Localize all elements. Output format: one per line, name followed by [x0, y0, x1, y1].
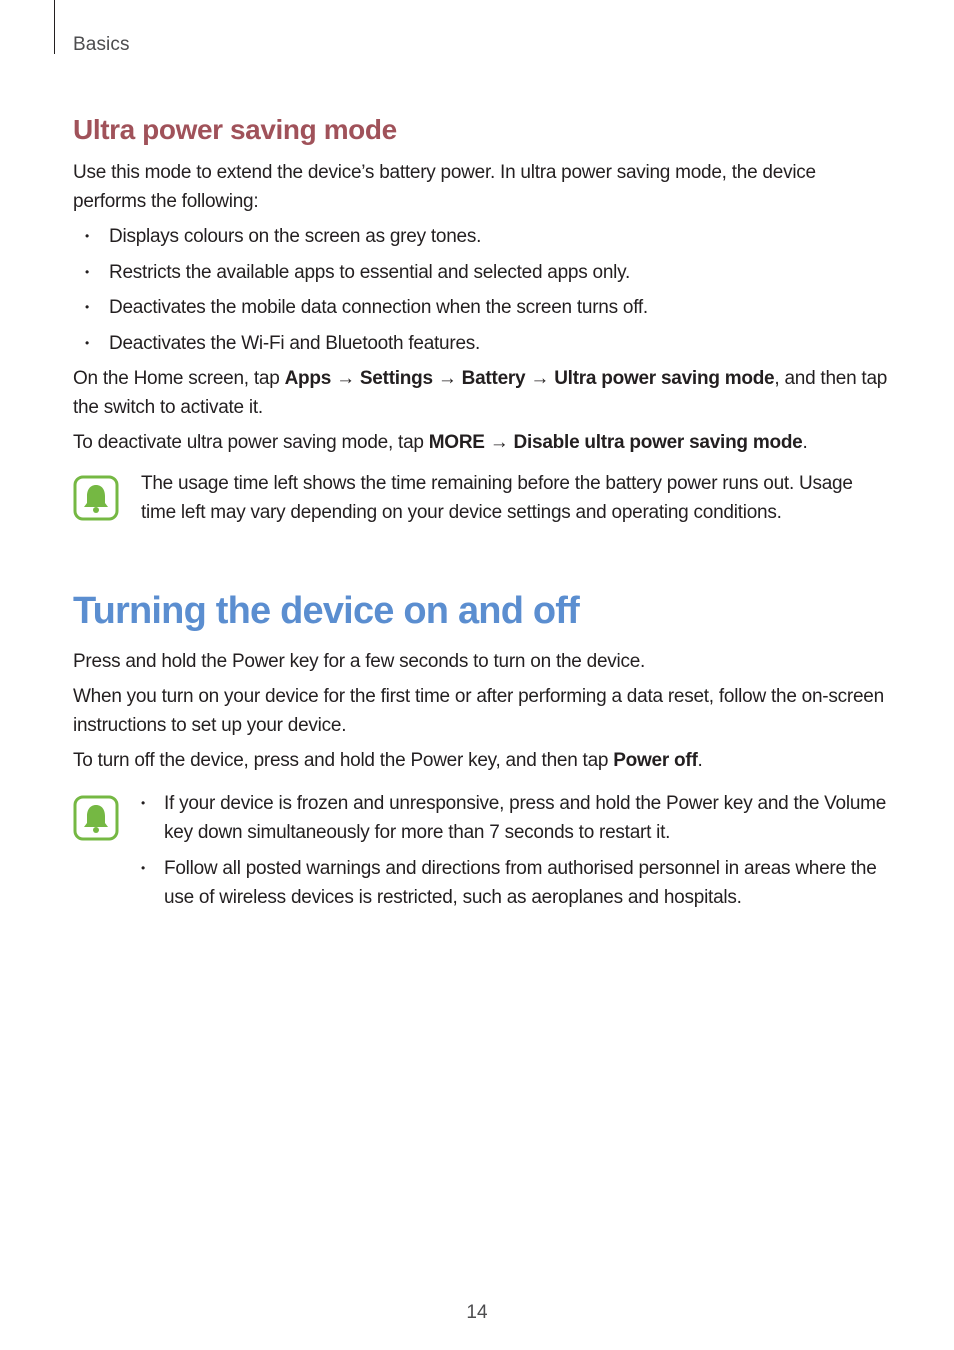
bullet-dot: •	[85, 264, 89, 279]
list-item-text: Deactivates the Wi-Fi and Bluetooth features.	[109, 332, 481, 354]
list-item	[73, 222, 888, 251]
arrow-sep: →	[432, 368, 462, 389]
power-off-option-label: Power off	[613, 750, 698, 771]
power-note-bullets	[141, 789, 888, 912]
list-item-text: Follow all posted warnings and directions from authorised personnel in areas where the use of wireless devices is restricted, such as aeroplanes and hospitals.	[164, 857, 877, 908]
settings-menu-label: Settings	[359, 368, 433, 389]
deactivate-prefix: To deactivate ultra power saving mode, tap	[73, 432, 429, 453]
activate-suffix: , and then tap the switch to activate it.	[73, 368, 888, 418]
list-item	[73, 293, 888, 322]
list-item	[73, 258, 888, 287]
list-item	[141, 854, 888, 912]
power-off-instructions	[73, 746, 888, 775]
ups-note	[73, 469, 888, 527]
activate-prefix: On the Home screen, tap	[73, 368, 285, 389]
bullet-dot: •	[85, 229, 89, 243]
bullet-dot: •	[141, 860, 145, 875]
turning-device-heading: Turning the device on and off	[73, 590, 579, 632]
bell-note-icon	[73, 795, 119, 841]
ups-deactivate-instructions	[73, 428, 888, 457]
ups-activate-instructions	[73, 364, 888, 422]
list-item-text: Restricts the available apps to essential and selected apps only.	[109, 261, 630, 283]
bullet-dot: •	[85, 335, 89, 350]
power-on-text: Press and hold the Power key for a few seconds to turn on the device.	[73, 651, 646, 672]
list-item-text: If your device is frozen and unresponsive, press and hold the Power key and the Volume key down simultaneously for more than 7 seconds to restart it.	[164, 793, 887, 843]
power-off-suffix: .	[697, 750, 703, 771]
ups-note-text: The usage time left shows the time remaining before the battery power runs out. Usage time left may vary depending on your device settings and operating conditions.	[141, 473, 853, 523]
ups-intro: Use this mode to extend the device’s battery power. In ultra power saving mode, the device performs the following:	[73, 162, 816, 212]
deactivate-suffix: .	[802, 432, 808, 453]
list-item-text: Deactivates the mobile data connection when the screen turns off.	[109, 297, 648, 318]
margin-rule	[54, 0, 55, 54]
ups-mode-menu-label: Ultra power saving mode	[554, 368, 775, 389]
running-header: Basics	[73, 34, 130, 55]
bullet-dot: •	[85, 300, 89, 314]
ups-bullet-list	[73, 222, 888, 358]
power-off-prefix: To turn off the device, press and hold the Power key, and then tap	[73, 750, 614, 771]
list-item-text: Displays colours on the screen as grey tones.	[109, 226, 482, 247]
list-item	[73, 329, 888, 358]
list-item	[141, 789, 888, 847]
arrow-sep: →	[484, 432, 514, 453]
arrow-sep: →	[525, 368, 555, 389]
page-content	[73, 110, 888, 918]
battery-menu-label: Battery	[461, 368, 526, 389]
arrow-sep: →	[331, 368, 360, 389]
ultra-power-saving-heading: Ultra power saving mode	[73, 114, 397, 145]
power-note	[73, 789, 888, 912]
apps-menu-label: Apps	[284, 368, 332, 389]
more-menu-label: MORE	[428, 432, 485, 453]
bell-note-icon	[73, 475, 119, 521]
page-number: 14	[466, 1302, 488, 1323]
disable-ups-menu-label: Disable ultra power saving mode	[513, 432, 803, 453]
first-time-text: When you turn on your device for the first time or after performing a data reset, follow the on-screen instructions to set up your device.	[73, 686, 884, 736]
bullet-dot: •	[141, 796, 145, 810]
